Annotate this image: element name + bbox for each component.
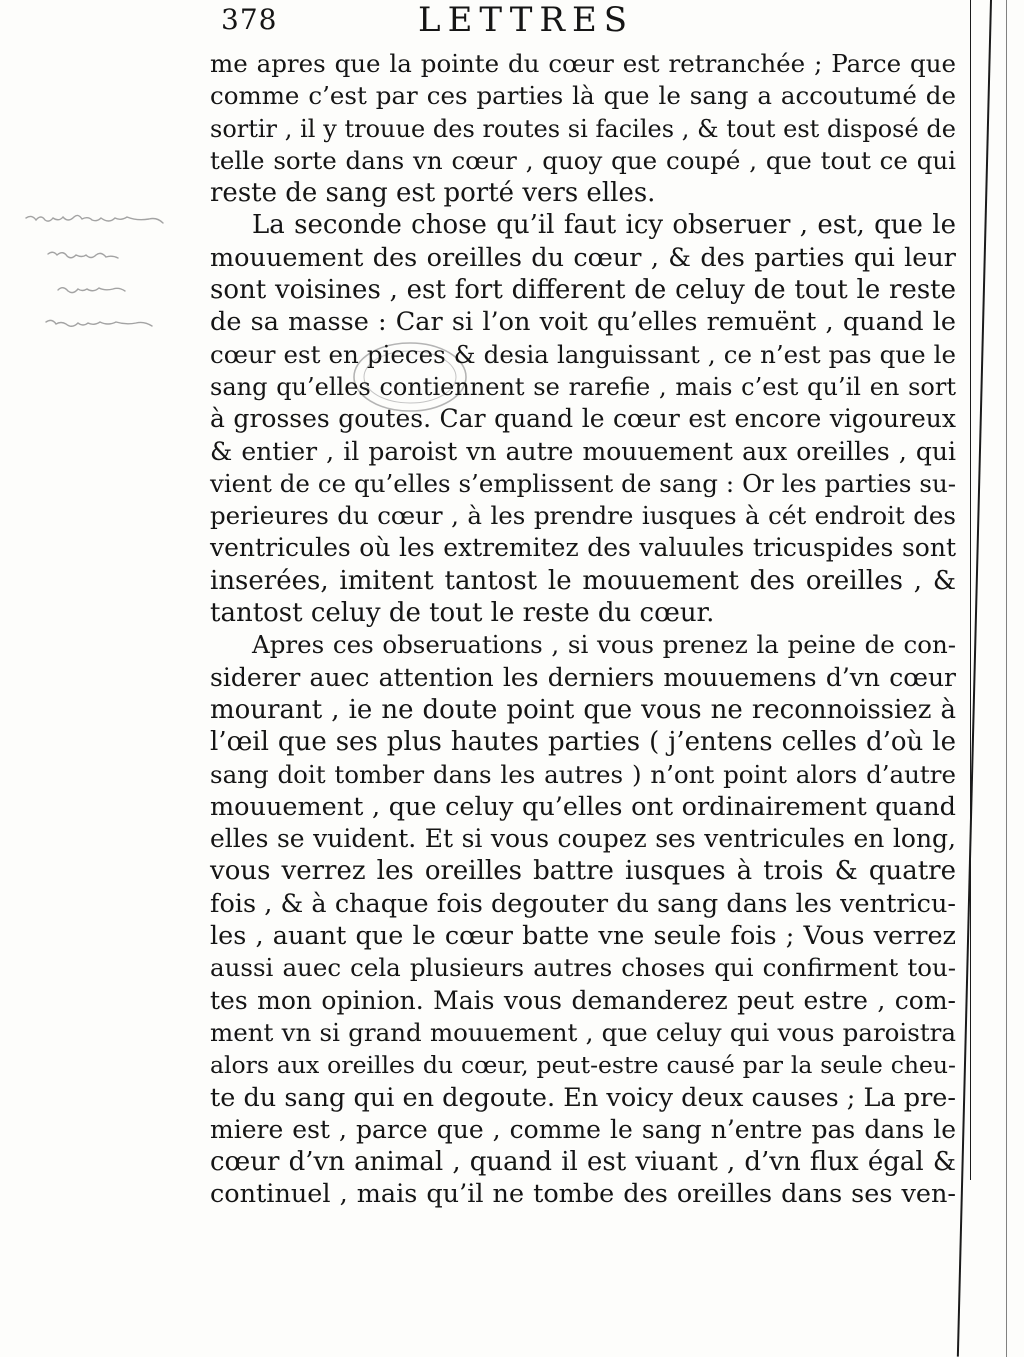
text-line: comme c’est par ces parties là que le sang a accoutumé de: [210, 81, 956, 111]
text-line: aussi auec cela plusieurs autres choses qui confirment tou-: [210, 953, 956, 983]
text-line: sang qu’elles contiennent se rarefie , mais c’est qu’il en sort: [210, 372, 956, 401]
page-edge-line: [957, 0, 992, 1357]
text-line: siderer auec attention les derniers mouuemens d’vn cœur: [210, 662, 956, 692]
paragraph-start-line: La seconde chose qu’il faut icy obseruer , est, que le: [252, 210, 956, 241]
text-line: cœur est en pieces & desia languissant , ce n’est pas que le: [210, 339, 956, 369]
text-line: me apres que la pointe du cœur est retranchée ; Parce que: [210, 49, 956, 78]
text-line: fois , & à chaque fois degouter du sang dans les ventricu-: [210, 888, 956, 919]
scan-edge-line: [1006, 0, 1007, 1357]
text-line: inserées, imitent tantost le mouuement des oreilles , &: [210, 565, 956, 596]
text-line: sont voisines , est fort different de celuy de tout le reste: [210, 275, 956, 306]
text-line: continuel , mais qu’il ne tombe des oreilles dans ses ven-: [210, 1179, 956, 1210]
text-line: ment vn si grand mouuement , que celuy qui vous paroistra: [210, 1017, 956, 1047]
text-line: alors aux oreilles du cœur, peut-estre causé par la seule cheu-: [210, 1051, 956, 1080]
text-line: perieures du cœur , à les prendre iusques à cét endroit des: [210, 501, 956, 531]
text-line: elles se vuident. Et si vous coupez ses ventricules en long,: [210, 824, 956, 854]
text-line: mouuement , que celuy qu’elles ont ordinairement quand: [210, 791, 956, 822]
paragraph-start-line: Apres ces obseruations , si vous prenez la peine de con-: [252, 630, 956, 660]
text-line: vous verrez les oreilles battre iusques à trois & quatre: [210, 856, 956, 887]
text-line: vient de ce qu’elles s’emplissent de sang : Or les parties su-: [210, 468, 956, 498]
text-line: & entier , il paroist vn autre mouuement aux oreilles , qui: [210, 436, 956, 466]
text-line: de sa masse : Car si l’on voit qu’elles remuënt , quand le: [210, 307, 956, 338]
text-line: sang doit tomber dans les autres ) n’ont point alors d’autre: [210, 759, 956, 789]
running-head: LETTRES: [418, 0, 635, 40]
text-line: mourant , ie ne doute point que vous ne reconnoissiez à: [210, 694, 956, 725]
text-line: cœur d’vn animal , quand il est viuant , d’vn flux égal &: [210, 1147, 956, 1178]
text-line: tes mon opinion. Mais vous demanderez peut estre , com-: [210, 985, 956, 1015]
text-line: tantost celuy de tout le reste du cœur.: [210, 598, 715, 629]
text-line: ventricules où les extremitez des valuules tricuspides sont: [210, 533, 956, 563]
letter-body-text: [210, 48, 956, 1211]
text-line: à grosses goutes. Car quand le cœur est encore vigoureux: [210, 404, 956, 434]
text-line: sortir , il y trouue des routes si faciles , & tout est disposé de: [210, 114, 956, 143]
text-line: miere est , parce que , comme le sang n’entre pas dans le: [210, 1114, 956, 1144]
text-line: reste de sang est porté vers elles.: [210, 178, 656, 209]
text-line: telle sorte dans vn cœur , quoy que coupé , que tout ce qui: [210, 145, 956, 175]
text-line: les , auant que le cœur batte vne seule fois ; Vous verrez: [210, 921, 956, 952]
text-line: mouuement des oreilles du cœur , & des parties qui leur: [210, 242, 956, 273]
text-line: l’œil que ses plus hautes parties ( j’entens celles d’où le: [210, 727, 956, 758]
page-number: 378: [221, 3, 278, 36]
marginal-handwriting: [18, 210, 213, 360]
gutter-line: [970, 0, 971, 1180]
text-line: te du sang qui en degoute. En voicy deux causes ; La pre-: [210, 1082, 956, 1113]
